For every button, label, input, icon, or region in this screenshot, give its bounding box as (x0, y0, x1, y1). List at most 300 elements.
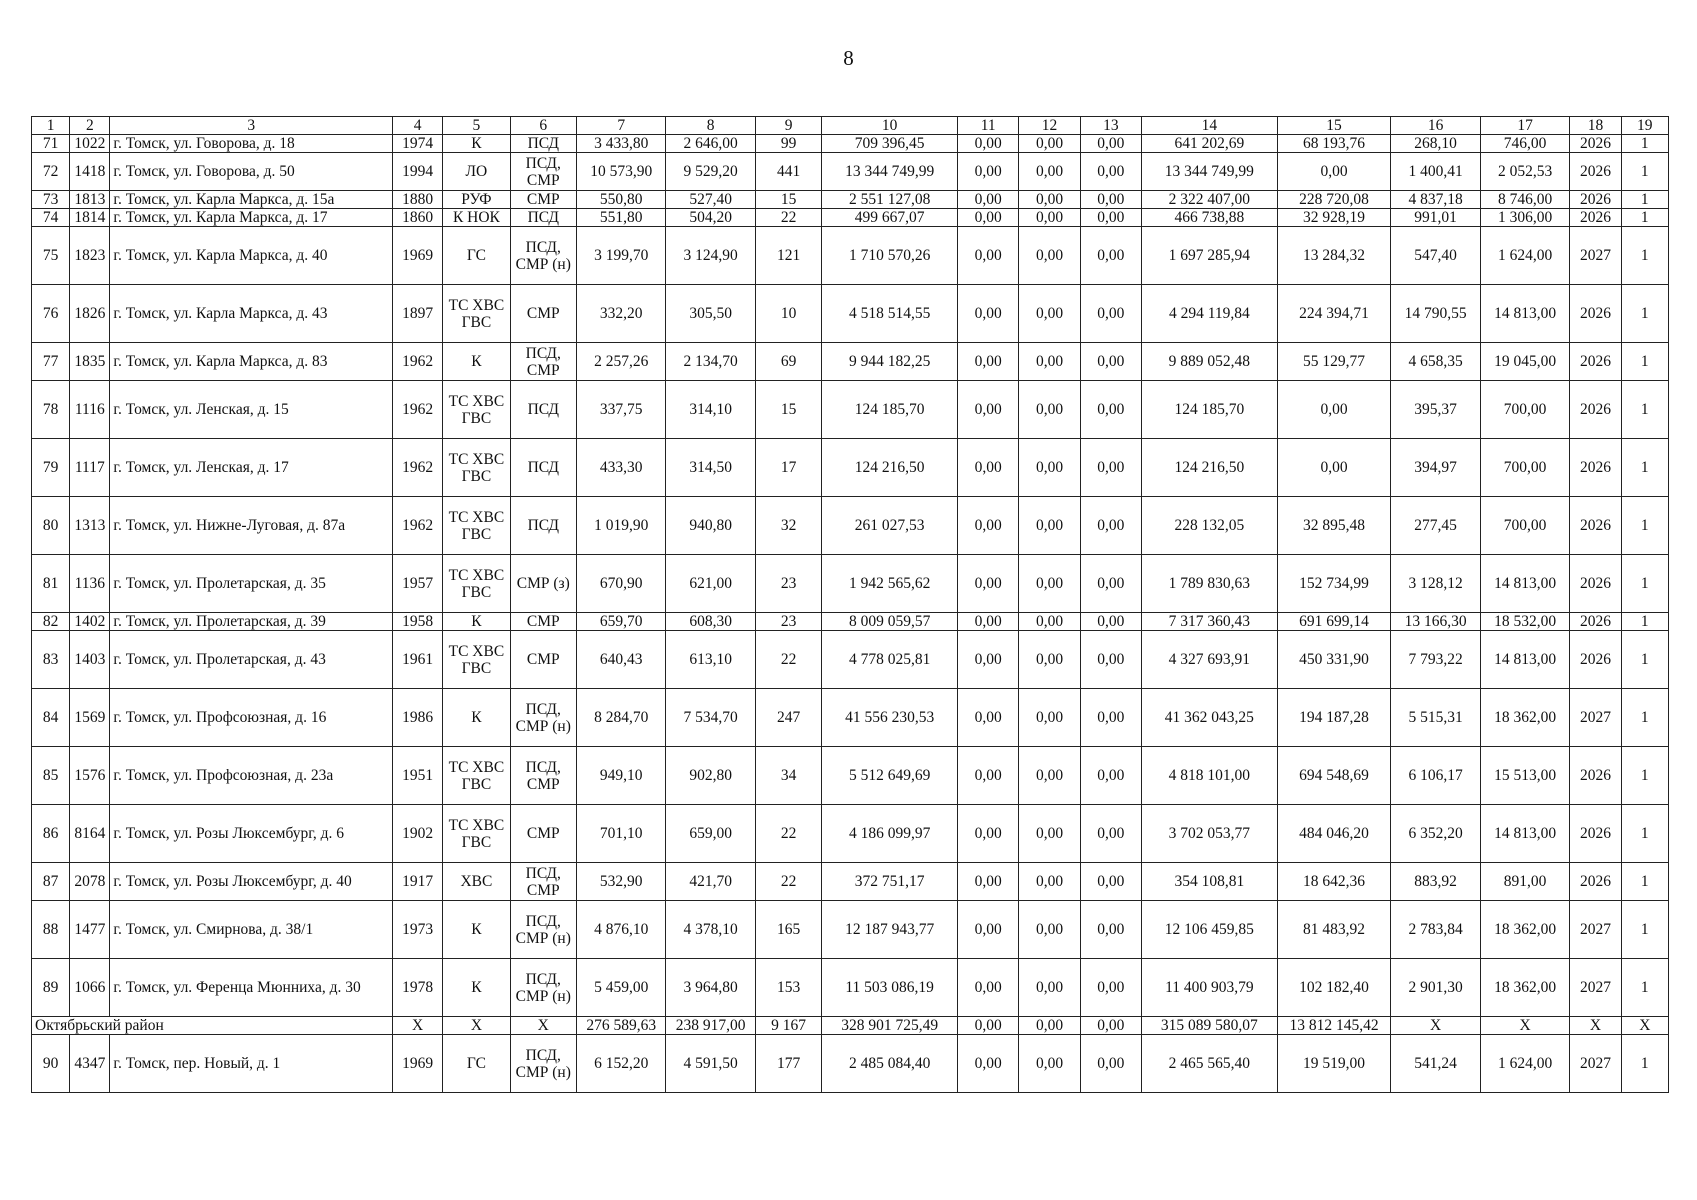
table-row (32, 227, 1669, 285)
table-cell: 0,00 (1019, 343, 1080, 381)
table-cell: 1136 (70, 555, 110, 613)
table-cell: г. Томск, ул. Карла Маркса, д. 17 (110, 209, 393, 227)
table-cell: 433,30 (576, 439, 665, 497)
table-cell: 640,43 (576, 631, 665, 689)
table-cell: 165 (755, 901, 821, 959)
table-cell: 80 (32, 497, 70, 555)
table-cell: 0,00 (1019, 959, 1080, 1017)
table-cell: 14 813,00 (1480, 555, 1569, 613)
table-cell: К (443, 135, 510, 153)
table-cell: 17 (755, 439, 821, 497)
table-cell: 1 624,00 (1480, 227, 1569, 285)
table-cell: 121 (755, 227, 821, 285)
table-cell: 2026 (1570, 191, 1621, 209)
table-row (32, 863, 1669, 901)
table-cell: 0,00 (1080, 747, 1141, 805)
table-cell: 1569 (70, 689, 110, 747)
table-cell: 102 182,40 (1277, 959, 1391, 1017)
table-cell: 15 (755, 381, 821, 439)
table-cell: 0,00 (958, 191, 1019, 209)
table-cell: СМР (510, 805, 576, 863)
table-cell: 55 129,77 (1277, 343, 1391, 381)
table-row (32, 631, 1669, 689)
table-cell: 2026 (1570, 209, 1621, 227)
table-cell: 10 (755, 285, 821, 343)
table-cell: 1 (1621, 439, 1668, 497)
table-cell: 0,00 (958, 631, 1019, 689)
table-cell: ПСД, СМР (н) (510, 689, 576, 747)
table-cell: СМР (510, 191, 576, 209)
table-cell: 0,00 (1019, 209, 1080, 227)
table-cell: 0,00 (958, 689, 1019, 747)
table-cell: 1962 (392, 497, 442, 555)
table-cell: 2 052,53 (1480, 153, 1569, 191)
table-cell: 1 (1621, 631, 1668, 689)
table-cell: 883,92 (1391, 863, 1480, 901)
table-cell: 1823 (70, 227, 110, 285)
table-cell: 268,10 (1391, 135, 1480, 153)
column-header: 12 (1019, 117, 1080, 135)
table-row (32, 555, 1669, 613)
table-cell: 940,80 (666, 497, 755, 555)
column-header: 18 (1570, 117, 1621, 135)
table-cell: ТС ХВС ГВС (443, 285, 510, 343)
table-cell: г. Томск, ул. Ленская, д. 15 (110, 381, 393, 439)
table-cell: 532,90 (576, 863, 665, 901)
table-cell: ПСД (510, 439, 576, 497)
table-cell: 89 (32, 959, 70, 1017)
table-cell: ТС ХВС ГВС (443, 439, 510, 497)
table-cell: ТС ХВС ГВС (443, 497, 510, 555)
district-total-cell: 328 901 725,49 (822, 1017, 958, 1035)
table-cell: 551,80 (576, 209, 665, 227)
table-cell: 8164 (70, 805, 110, 863)
table-cell: 87 (32, 863, 70, 901)
table-cell: 1 (1621, 863, 1668, 901)
table-cell: 18 532,00 (1480, 613, 1569, 631)
table-cell: 0,00 (958, 555, 1019, 613)
table-cell: 0,00 (958, 381, 1019, 439)
table-cell: ПСД, СМР (н) (510, 227, 576, 285)
table-cell: 0,00 (1019, 689, 1080, 747)
table-cell: 0,00 (1277, 153, 1391, 191)
table-cell: 4 818 101,00 (1142, 747, 1278, 805)
table-cell: 2027 (1570, 1035, 1621, 1093)
table-cell: 8 284,70 (576, 689, 665, 747)
table-cell: 1880 (392, 191, 442, 209)
table-cell: 2026 (1570, 153, 1621, 191)
table-cell: г. Томск, ул. Говорова, д. 18 (110, 135, 393, 153)
table-cell: 1 (1621, 381, 1668, 439)
table-cell: 1 019,90 (576, 497, 665, 555)
table-cell: 1 (1621, 135, 1668, 153)
table-cell: 7 317 360,43 (1142, 613, 1278, 631)
table-cell: 7 534,70 (666, 689, 755, 747)
table-cell: 4 186 099,97 (822, 805, 958, 863)
table-cell: 337,75 (576, 381, 665, 439)
table-cell: 76 (32, 285, 70, 343)
table-cell: РУФ (443, 191, 510, 209)
table-cell: ГС (443, 1035, 510, 1093)
table-cell: 22 (755, 209, 821, 227)
table-cell: 670,90 (576, 555, 665, 613)
table-cell: 2026 (1570, 285, 1621, 343)
table-cell: 81 (32, 555, 70, 613)
column-header: 1 (32, 117, 70, 135)
column-header: 3 (110, 117, 393, 135)
table-cell: г. Томск, пер. Новый, д. 1 (110, 1035, 393, 1093)
table-cell: 1 624,00 (1480, 1035, 1569, 1093)
table-cell: 74 (32, 209, 70, 227)
table-cell: 0,00 (1019, 863, 1080, 901)
table-cell: 1969 (392, 227, 442, 285)
table-cell: 4 518 514,55 (822, 285, 958, 343)
table-cell: 6 152,20 (576, 1035, 665, 1093)
table-cell: 746,00 (1480, 135, 1569, 153)
table-cell: 1 (1621, 227, 1668, 285)
table-cell: 2 322 407,00 (1142, 191, 1278, 209)
table-cell: 4 837,18 (1391, 191, 1480, 209)
table-cell: г. Томск, ул. Профсоюзная, д. 16 (110, 689, 393, 747)
table-cell: 0,00 (1080, 497, 1141, 555)
table-cell: г. Томск, ул. Розы Люксембург, д. 6 (110, 805, 393, 863)
table-cell: 81 483,92 (1277, 901, 1391, 959)
table-cell: 1 306,00 (1480, 209, 1569, 227)
table-cell: 10 573,90 (576, 153, 665, 191)
table-cell: 0,00 (958, 1035, 1019, 1093)
table-cell: 1 (1621, 1035, 1668, 1093)
table-row (32, 209, 1669, 227)
table-cell: 3 433,80 (576, 135, 665, 153)
table-cell: 2026 (1570, 863, 1621, 901)
table-cell: 9 889 052,48 (1142, 343, 1278, 381)
table-cell: 0,00 (1080, 285, 1141, 343)
table-cell: ТС ХВС ГВС (443, 631, 510, 689)
table-cell: 261 027,53 (822, 497, 958, 555)
table-cell: 277,45 (1391, 497, 1480, 555)
table-cell: 4 876,10 (576, 901, 665, 959)
table-cell: 32 895,48 (1277, 497, 1391, 555)
table-cell: ПСД (510, 135, 576, 153)
table-row (32, 689, 1669, 747)
table-cell: 1 942 565,62 (822, 555, 958, 613)
table-cell: 0,00 (1019, 135, 1080, 153)
table-cell: 1974 (392, 135, 442, 153)
table-cell: 527,40 (666, 191, 755, 209)
table-cell: 1116 (70, 381, 110, 439)
table-cell: 75 (32, 227, 70, 285)
table-cell: 34 (755, 747, 821, 805)
table-cell: г. Томск, ул. Говорова, д. 50 (110, 153, 393, 191)
table-cell: г. Томск, ул. Розы Люксембург, д. 40 (110, 863, 393, 901)
table-cell: 2 257,26 (576, 343, 665, 381)
table-cell: 709 396,45 (822, 135, 958, 153)
table-cell: 1403 (70, 631, 110, 689)
table-cell: 0,00 (1080, 191, 1141, 209)
table-cell: 0,00 (1080, 439, 1141, 497)
table-cell: 0,00 (958, 613, 1019, 631)
table-cell: 41 362 043,25 (1142, 689, 1278, 747)
table-row (32, 381, 1669, 439)
table-cell: 1813 (70, 191, 110, 209)
table-cell: ПСД, СМР (510, 343, 576, 381)
table-cell: 1 (1621, 613, 1668, 631)
table-cell: 0,00 (1080, 209, 1141, 227)
table-cell: 372 751,17 (822, 863, 958, 901)
table-cell: 0,00 (1080, 689, 1141, 747)
repair-program-table (31, 116, 1669, 1093)
table-cell: ТС ХВС ГВС (443, 805, 510, 863)
table-cell: 0,00 (1080, 631, 1141, 689)
table-cell: СМР (510, 631, 576, 689)
table-cell: г. Томск, ул. Карла Маркса, д. 15а (110, 191, 393, 209)
table-cell: 1860 (392, 209, 442, 227)
table-cell: 1 (1621, 191, 1668, 209)
table-cell: 6 352,20 (1391, 805, 1480, 863)
table-cell: К (443, 689, 510, 747)
table-cell: 1117 (70, 439, 110, 497)
table-cell: 124 216,50 (822, 439, 958, 497)
district-total-cell: Х (1391, 1017, 1480, 1035)
table-cell: 613,10 (666, 631, 755, 689)
table-cell: 0,00 (1019, 747, 1080, 805)
district-total-cell: 0,00 (1019, 1017, 1080, 1035)
table-cell: 3 124,90 (666, 227, 755, 285)
table-cell: 77 (32, 343, 70, 381)
table-cell: К (443, 613, 510, 631)
table-cell: г. Томск, ул. Карла Маркса, д. 83 (110, 343, 393, 381)
table-cell: К (443, 901, 510, 959)
table-cell: 0,00 (1019, 555, 1080, 613)
table-cell: 0,00 (958, 343, 1019, 381)
table-cell: 6 106,17 (1391, 747, 1480, 805)
table-cell: 18 362,00 (1480, 689, 1569, 747)
table-cell: 14 790,55 (1391, 285, 1480, 343)
table-cell: 1969 (392, 1035, 442, 1093)
table-cell: 2 901,30 (1391, 959, 1480, 1017)
table-cell: 85 (32, 747, 70, 805)
table-cell: 22 (755, 631, 821, 689)
table-cell: 22 (755, 805, 821, 863)
table-row (32, 191, 1669, 209)
table-cell: ПСД (510, 497, 576, 555)
table-cell: 2 485 084,40 (822, 1035, 958, 1093)
table-cell: 0,00 (958, 135, 1019, 153)
table-row (32, 343, 1669, 381)
table-cell: 1477 (70, 901, 110, 959)
table-cell: 3 199,70 (576, 227, 665, 285)
table-cell: 1 (1621, 689, 1668, 747)
table-cell: 2026 (1570, 613, 1621, 631)
table-cell: 12 187 943,77 (822, 901, 958, 959)
table-cell: 1066 (70, 959, 110, 1017)
table-cell: 88 (32, 901, 70, 959)
table-cell: 1 (1621, 747, 1668, 805)
district-total-cell: Х (510, 1017, 576, 1035)
table-cell: 13 284,32 (1277, 227, 1391, 285)
table-cell: г. Томск, ул. Пролетарская, д. 35 (110, 555, 393, 613)
table-cell: 0,00 (1019, 1035, 1080, 1093)
table-cell: 0,00 (1080, 901, 1141, 959)
column-header-row (32, 117, 1669, 135)
table-cell: 99 (755, 135, 821, 153)
table-cell: ТС ХВС ГВС (443, 555, 510, 613)
table-cell: 68 193,76 (1277, 135, 1391, 153)
table-row (32, 497, 1669, 555)
table-row (32, 439, 1669, 497)
table-cell: 441 (755, 153, 821, 191)
table-cell: 694 548,69 (1277, 747, 1391, 805)
table-cell: 1978 (392, 959, 442, 1017)
column-header: 6 (510, 117, 576, 135)
table-cell: 23 (755, 613, 821, 631)
table-cell: 90 (32, 1035, 70, 1093)
table-cell: 0,00 (1080, 959, 1141, 1017)
table-cell: 69 (755, 343, 821, 381)
table-cell: 72 (32, 153, 70, 191)
table-cell: 1 710 570,26 (822, 227, 958, 285)
table-cell: К НОК (443, 209, 510, 227)
table-cell: ГС (443, 227, 510, 285)
district-total-cell: Х (392, 1017, 442, 1035)
table-cell: 1962 (392, 439, 442, 497)
column-header: 9 (755, 117, 821, 135)
district-total-cell: 238 917,00 (666, 1017, 755, 1035)
table-cell: 9 944 182,25 (822, 343, 958, 381)
table-cell: 608,30 (666, 613, 755, 631)
table-cell: 23 (755, 555, 821, 613)
table-cell: г. Томск, ул. Ленская, д. 17 (110, 439, 393, 497)
table-cell: 1 (1621, 285, 1668, 343)
table-cell: 1 (1621, 153, 1668, 191)
table-cell: 5 512 649,69 (822, 747, 958, 805)
district-total-cell: Х (1480, 1017, 1569, 1035)
table-cell: 0,00 (958, 805, 1019, 863)
table-cell: ТС ХВС ГВС (443, 381, 510, 439)
table-row (32, 747, 1669, 805)
table-cell: 902,80 (666, 747, 755, 805)
table-cell: 1 400,41 (1391, 153, 1480, 191)
table-cell: 2 134,70 (666, 343, 755, 381)
column-header: 16 (1391, 117, 1480, 135)
table-cell: 14 813,00 (1480, 285, 1569, 343)
column-header: 13 (1080, 117, 1141, 135)
table-row (32, 1035, 1669, 1093)
table-cell: 0,00 (1080, 863, 1141, 901)
table-cell: 0,00 (958, 959, 1019, 1017)
table-cell: 3 964,80 (666, 959, 755, 1017)
table-cell: 1022 (70, 135, 110, 153)
table-cell: 0,00 (1019, 381, 1080, 439)
table-cell: ПСД, СМР (510, 747, 576, 805)
table-cell: 0,00 (1019, 631, 1080, 689)
district-total-cell: 9 167 (755, 1017, 821, 1035)
table-cell: 2026 (1570, 631, 1621, 689)
table-cell: 1958 (392, 613, 442, 631)
district-total-cell: Х (1570, 1017, 1621, 1035)
column-header: 2 (70, 117, 110, 135)
table-cell: 1 789 830,63 (1142, 555, 1278, 613)
table-cell: 1 697 285,94 (1142, 227, 1278, 285)
column-header: 8 (666, 117, 755, 135)
table-row (32, 285, 1669, 343)
table-cell: 124 185,70 (822, 381, 958, 439)
table-cell: г. Томск, ул. Профсоюзная, д. 23а (110, 747, 393, 805)
table-cell: 32 928,19 (1277, 209, 1391, 227)
table-cell: ПСД, СМР (н) (510, 1035, 576, 1093)
column-header: 14 (1142, 117, 1278, 135)
table-cell: 18 362,00 (1480, 901, 1569, 959)
table-cell: 247 (755, 689, 821, 747)
table-cell: 78 (32, 381, 70, 439)
table-cell: 3 702 053,77 (1142, 805, 1278, 863)
table-cell: 71 (32, 135, 70, 153)
table-cell: 0,00 (958, 901, 1019, 959)
table-cell: 0,00 (958, 285, 1019, 343)
table-cell: 194 187,28 (1277, 689, 1391, 747)
table-cell: 5 515,31 (1391, 689, 1480, 747)
table-cell: 152 734,99 (1277, 555, 1391, 613)
table-cell: 13 344 749,99 (822, 153, 958, 191)
table-cell: 2078 (70, 863, 110, 901)
table-cell: ХВС (443, 863, 510, 901)
table-cell: 547,40 (1391, 227, 1480, 285)
table-cell: 550,80 (576, 191, 665, 209)
table-cell: 1 (1621, 343, 1668, 381)
table-cell: 1962 (392, 381, 442, 439)
table-cell: 41 556 230,53 (822, 689, 958, 747)
table-cell: 484 046,20 (1277, 805, 1391, 863)
table-cell: 79 (32, 439, 70, 497)
table-cell: 14 813,00 (1480, 631, 1569, 689)
table-row (32, 959, 1669, 1017)
table-cell: 1986 (392, 689, 442, 747)
table-cell: 1835 (70, 343, 110, 381)
column-header: 7 (576, 117, 665, 135)
table-cell: 86 (32, 805, 70, 863)
table-cell: ПСД, СМР (510, 863, 576, 901)
table-cell: 0,00 (958, 863, 1019, 901)
table-cell: 0,00 (1019, 227, 1080, 285)
table-cell: СМР (510, 285, 576, 343)
column-header: 4 (392, 117, 442, 135)
district-total-cell: 0,00 (1080, 1017, 1141, 1035)
table-cell: 4 378,10 (666, 901, 755, 959)
district-label: Октябрьский район (32, 1017, 393, 1035)
table-cell: г. Томск, ул. Нижне-Луговая, д. 87а (110, 497, 393, 555)
table-cell: 73 (32, 191, 70, 209)
table-cell: 4347 (70, 1035, 110, 1093)
table-cell: 0,00 (1080, 613, 1141, 631)
table-cell: 228 720,08 (1277, 191, 1391, 209)
table-cell: 8 009 059,57 (822, 613, 958, 631)
table-cell: 466 738,88 (1142, 209, 1278, 227)
column-header: 19 (1621, 117, 1668, 135)
table-cell: ПСД, СМР (н) (510, 959, 576, 1017)
table-cell: 0,00 (958, 497, 1019, 555)
table-cell: 395,37 (1391, 381, 1480, 439)
table-cell: 0,00 (958, 747, 1019, 805)
table-cell: К (443, 343, 510, 381)
table-cell: 15 513,00 (1480, 747, 1569, 805)
table-cell: г. Томск, ул. Пролетарская, д. 39 (110, 613, 393, 631)
table-cell: г. Томск, ул. Пролетарская, д. 43 (110, 631, 393, 689)
table-cell: 314,10 (666, 381, 755, 439)
table-cell: 2026 (1570, 497, 1621, 555)
district-total-cell: Х (443, 1017, 510, 1035)
table-cell: 1 (1621, 209, 1668, 227)
column-header: 15 (1277, 117, 1391, 135)
